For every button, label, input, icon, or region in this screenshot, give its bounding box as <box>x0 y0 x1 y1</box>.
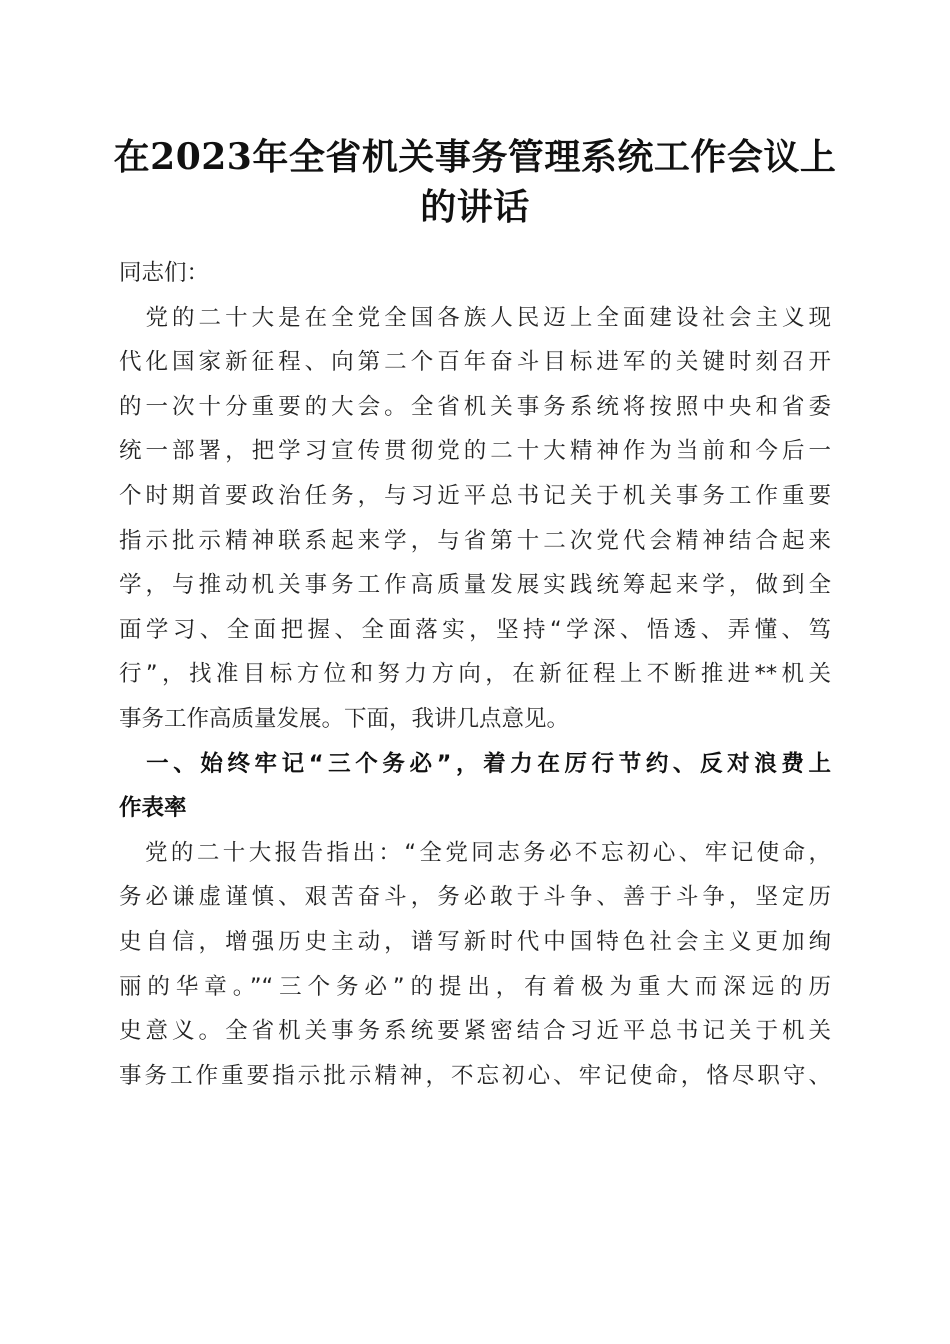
greeting: 同志们： <box>119 260 210 286</box>
heading-line: 作表率 <box>119 795 187 822</box>
paragraph-line: 代化国家新征程、向第二个百年奋斗目标进军的关键时刻召开 <box>119 349 831 376</box>
paragraph-line: 学，与推动机关事务工作高质量发展实践统筹起来学，做到全 <box>119 572 831 599</box>
paragraph-line: 的一次十分重要的大会。全省机关事务系统将按照中央和省委 <box>119 393 831 420</box>
paragraph-line: 党的二十大报告指出：“全党同志务必不忘初心、牢记使命， <box>119 839 831 866</box>
paragraph-line: 史意义。全省机关事务系统要紧密结合习近平总书记关于机关 <box>119 1018 831 1045</box>
section-heading-1 <box>119 742 831 831</box>
paragraph-line: 行”，找准目标方位和努力方向，在新征程上不断推进**机关 <box>119 661 831 688</box>
title-line-2: 的讲话 <box>420 186 530 228</box>
document-title <box>110 132 840 232</box>
document-body <box>119 251 831 1098</box>
paragraph-1 <box>119 296 831 742</box>
paragraph-line: 面学习、全面把握、全面落实，坚持“学深、悟透、弄懂、笃 <box>119 616 831 643</box>
paragraph-line: 指示批示精神联系起来学，与省第十二次党代会精神结合起来 <box>119 527 831 554</box>
paragraph-line: 务必谦虚谨慎、艰苦奋斗，务必敢于斗争、善于斗争，坚定历 <box>119 884 831 911</box>
paragraph-line: 统一部署，把学习宣传贯彻党的二十大精神作为当前和今后一 <box>119 438 831 465</box>
heading-line: 一、始终牢记“三个务必”，着力在厉行节约、反对浪费上 <box>119 750 831 777</box>
paragraph-line: 个时期首要政治任务，与习近平总书记关于机关事务工作重要 <box>119 482 831 509</box>
paragraph-2 <box>119 831 831 1099</box>
paragraph-line: 事务工作高质量发展。下面，我讲几点意见。 <box>119 705 570 732</box>
paragraph-line: 事务工作重要指示批示精神，不忘初心、牢记使命，恪尽职守、 <box>119 1062 831 1089</box>
title-line-1: 在2023年全省机关事务管理系统工作会议上 <box>113 136 837 178</box>
paragraph-line: 党的二十大是在全党全国各族人民迈上全面建设社会主义现 <box>119 304 831 331</box>
paragraph-line: 丽的华章。”“三个务必”的提出，有着极为重大而深远的历 <box>119 973 831 1000</box>
paragraph-line: 史自信，增强历史主动，谱写新时代中国特色社会主义更加绚 <box>119 928 831 955</box>
